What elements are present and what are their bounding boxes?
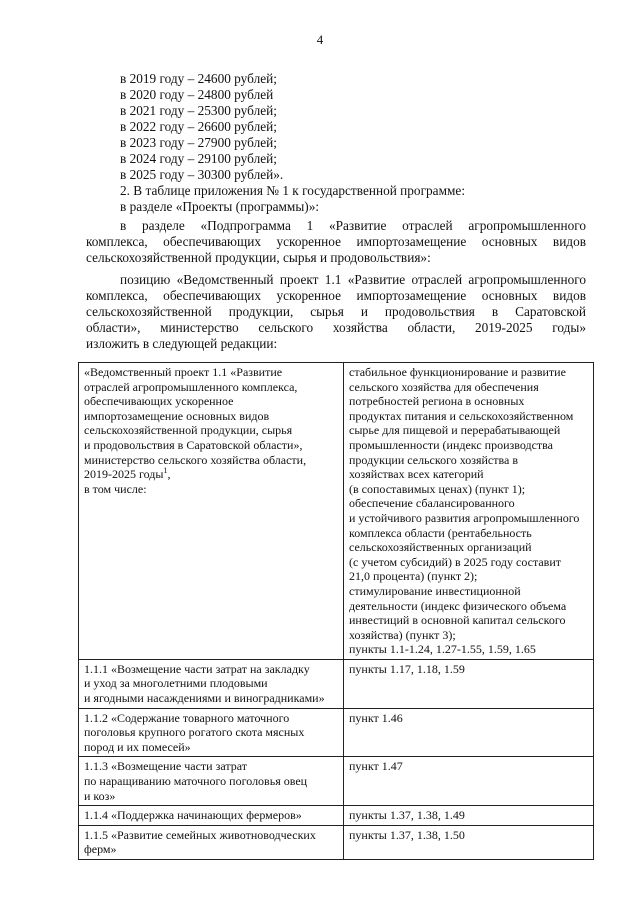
- paragraph-line: комплекса, обеспечивающих ускоренное импортозамещение основных видов: [86, 288, 586, 303]
- year-line: в 2022 году – 26600 рублей;: [120, 119, 277, 134]
- cell-text: (с учетом субсидий) в 2025 году составит: [349, 554, 561, 569]
- cell-line: [349, 365, 589, 380]
- cell-line: [349, 394, 589, 409]
- cell-line: [84, 676, 339, 691]
- footnote-mark: 1: [163, 466, 168, 476]
- cell-line: [84, 394, 339, 409]
- project-name-cell: [79, 363, 344, 660]
- cell-line: [84, 409, 339, 424]
- cell-text: обеспечивающих ускоренное: [84, 394, 234, 409]
- paragraph-line: сельскохозяйственной продукции, сырья и продовольствия»:: [86, 250, 431, 265]
- cell-line: [349, 511, 589, 526]
- cell-text: 1.1.2 «Содержание товарного маточного: [84, 710, 290, 725]
- cell-text: пункты 1.17, 1.18, 1.59: [349, 661, 465, 676]
- cell-line: [349, 662, 589, 677]
- table-row: [79, 806, 594, 826]
- paragraph-line: комплекса, обеспечивающих ускоренное импортозамещение основных видов: [86, 234, 586, 249]
- project-name-cell: [79, 806, 344, 826]
- indicator-cell: [344, 659, 594, 708]
- cell-text: комплекса области (рентабельность: [349, 525, 532, 540]
- project-name-cell: [79, 825, 344, 859]
- paragraph-line: области», министерство сельского хозяйства области, 2019-2025 годы»: [86, 320, 586, 335]
- table-body: [79, 363, 594, 860]
- cell-text: 2019-2025 годы: [84, 467, 164, 482]
- cell-line: [84, 774, 339, 789]
- cell-text: продукции сельского хозяйства в: [349, 452, 519, 467]
- cell-text: хозяйства) (пункт 3);: [349, 627, 456, 642]
- cell-line: [349, 555, 589, 570]
- cell-text: сырье для пищевой и перерабатывающей: [349, 423, 561, 438]
- cell-text: отраслей агропромышленного комплекса,: [84, 379, 298, 394]
- cell-text: в том числе:: [84, 481, 147, 496]
- cell-text: по наращиванию маточного поголовья овец: [84, 774, 308, 789]
- indicator-cell: [344, 825, 594, 859]
- cell-text: и продовольствия в Саратовской области»,: [84, 437, 303, 452]
- cell-text: потребностей региона в основных: [349, 394, 525, 409]
- projects-table: [78, 362, 594, 860]
- cell-text: деятельности (индекс физического объема: [349, 598, 567, 613]
- cell-text: импортозамещение основных видов: [84, 408, 270, 423]
- cell-line: [349, 453, 589, 468]
- cell-line: [349, 808, 589, 823]
- cell-text: пункт 1.47: [349, 759, 403, 774]
- indicator-cell: [344, 757, 594, 806]
- project-name-cell: [79, 708, 344, 757]
- cell-text: и коз»: [84, 788, 116, 803]
- cell-text: пункты 1.1-1.24, 1.27-1.55, 1.59, 1.65: [349, 642, 536, 657]
- cell-text: пункт 1.46: [349, 710, 403, 725]
- cell-text: 1.1.5 «Развитие семейных животноводческих: [84, 827, 316, 842]
- cell-line: [349, 467, 589, 482]
- cell-text: сельского хозяйства для обеспечения: [349, 379, 539, 394]
- cell-line: [349, 380, 589, 395]
- cell-line: [84, 482, 339, 497]
- cell-line: [84, 423, 339, 438]
- cell-text: продуктах питания и сельскохозяйственном: [349, 408, 574, 423]
- paragraph-line: сельскохозяйственной продукции, сырья и продовольствия в Саратовской: [86, 304, 586, 319]
- cell-text: ферм»: [84, 842, 117, 857]
- cell-text: министерство сельского хозяйства области,: [84, 452, 307, 467]
- cell-text: «Ведомственный проект 1.1 «Развитие: [84, 365, 283, 379]
- year-line: в 2019 году – 24600 рублей;: [120, 71, 277, 86]
- cell-text: 21,0 процента) (пункт 2);: [349, 569, 478, 584]
- year-line: в 2024 году – 29100 рублей;: [120, 151, 277, 166]
- cell-text: пункты 1.37, 1.38, 1.49: [349, 808, 465, 823]
- cell-text: 1.1.1 «Возмещение части затрат на закладку: [84, 661, 310, 676]
- cell-line: [84, 842, 339, 857]
- project-name-cell: [79, 757, 344, 806]
- cell-text: поголовья крупного рогатого скота мясных: [84, 725, 305, 740]
- cell-text: и уход за многолетними плодовыми: [84, 676, 268, 691]
- year-line: в 2021 году – 25300 рублей;: [120, 103, 277, 118]
- year-line: в 2025 году – 30300 рублей».: [120, 167, 284, 182]
- cell-text: стабильное функционирование и развитие: [349, 365, 566, 379]
- cell-line: [349, 482, 589, 497]
- cell-line: [349, 526, 589, 541]
- cell-line: [84, 828, 339, 843]
- cell-line: [349, 423, 589, 438]
- cell-text: сельскохозяйственных организаций: [349, 540, 532, 555]
- cell-text: инвестиций в основной капитал сельского: [349, 613, 566, 628]
- item-2-heading: 2. В таблице приложения № 1 к государственной программе:: [120, 183, 466, 198]
- cell-line: [84, 740, 339, 755]
- cell-line: [84, 691, 339, 706]
- paragraph-line: позицию «Ведомственный проект 1.1 «Развитие отраслей агропромышленного: [120, 272, 586, 287]
- cell-line: [349, 828, 589, 843]
- cell-line: [349, 569, 589, 584]
- cell-text: (в сопоставимых ценах) (пункт 1);: [349, 481, 526, 496]
- cell-line: 2019-2025 годы$^1$,: [84, 466, 171, 482]
- cell-line: [349, 438, 589, 453]
- cell-line: [349, 584, 589, 599]
- cell-line: [84, 759, 339, 774]
- cell-line: [349, 759, 589, 774]
- indicator-cell: [344, 806, 594, 826]
- cell-line: [84, 725, 339, 740]
- cell-line: [84, 662, 339, 677]
- table-row: [79, 659, 594, 708]
- cell-text: 1.1.3 «Возмещение части затрат: [84, 759, 247, 774]
- cell-line: [349, 540, 589, 555]
- cell-line: [349, 409, 589, 424]
- cell-line: [349, 642, 589, 657]
- cell-line: [84, 789, 339, 804]
- cell-line: [84, 711, 339, 726]
- cell-line: [349, 496, 589, 511]
- cell-line: [349, 628, 589, 643]
- indicator-cell: [344, 363, 594, 660]
- indicator-cell: [344, 708, 594, 757]
- paragraph-line: изложить в следующей редакции:: [86, 336, 278, 351]
- cell-line: [84, 808, 339, 823]
- cell-line: [349, 711, 589, 726]
- table-row: [79, 363, 594, 660]
- cell-text: сельскохозяйственной продукции, сырья: [84, 423, 293, 438]
- cell-line: [349, 599, 589, 614]
- cell-text: обеспечение сбалансированного: [349, 496, 515, 511]
- cell-text: хозяйствах всех категорий: [349, 467, 484, 482]
- year-line: в 2023 году – 27900 рублей;: [120, 135, 277, 150]
- page-number: 4: [316, 32, 324, 47]
- cell-text: и ягодными насаждениями и виноградниками»: [84, 691, 325, 706]
- cell-text: стимулирование инвестиционной: [349, 583, 521, 598]
- table-row: [79, 708, 594, 757]
- cell-line: [84, 453, 339, 468]
- table-row: [79, 757, 594, 806]
- cell-line: [84, 380, 339, 395]
- year-line: в 2020 году – 24800 рублей: [120, 87, 274, 102]
- cell-line: [84, 365, 339, 380]
- cell-text: промышленности (индекс производства: [349, 437, 553, 452]
- cell-text: пункты 1.37, 1.38, 1.50: [349, 827, 465, 842]
- cell-text: пород и их помесей»: [84, 739, 191, 754]
- paragraph-line: в разделе «Подпрограмма 1 «Развитие отраслей агропромышленного: [120, 218, 586, 233]
- cell-text: и устойчивого развития агропромышленного: [349, 510, 580, 525]
- cell-line: [349, 613, 589, 628]
- project-name-cell: [79, 659, 344, 708]
- cell-line: [84, 438, 339, 453]
- table-row: [79, 825, 594, 859]
- section-line: в разделе «Проекты (программы)»:: [120, 199, 320, 214]
- cell-text: 1.1.4 «Поддержка начинающих фермеров»: [84, 808, 302, 823]
